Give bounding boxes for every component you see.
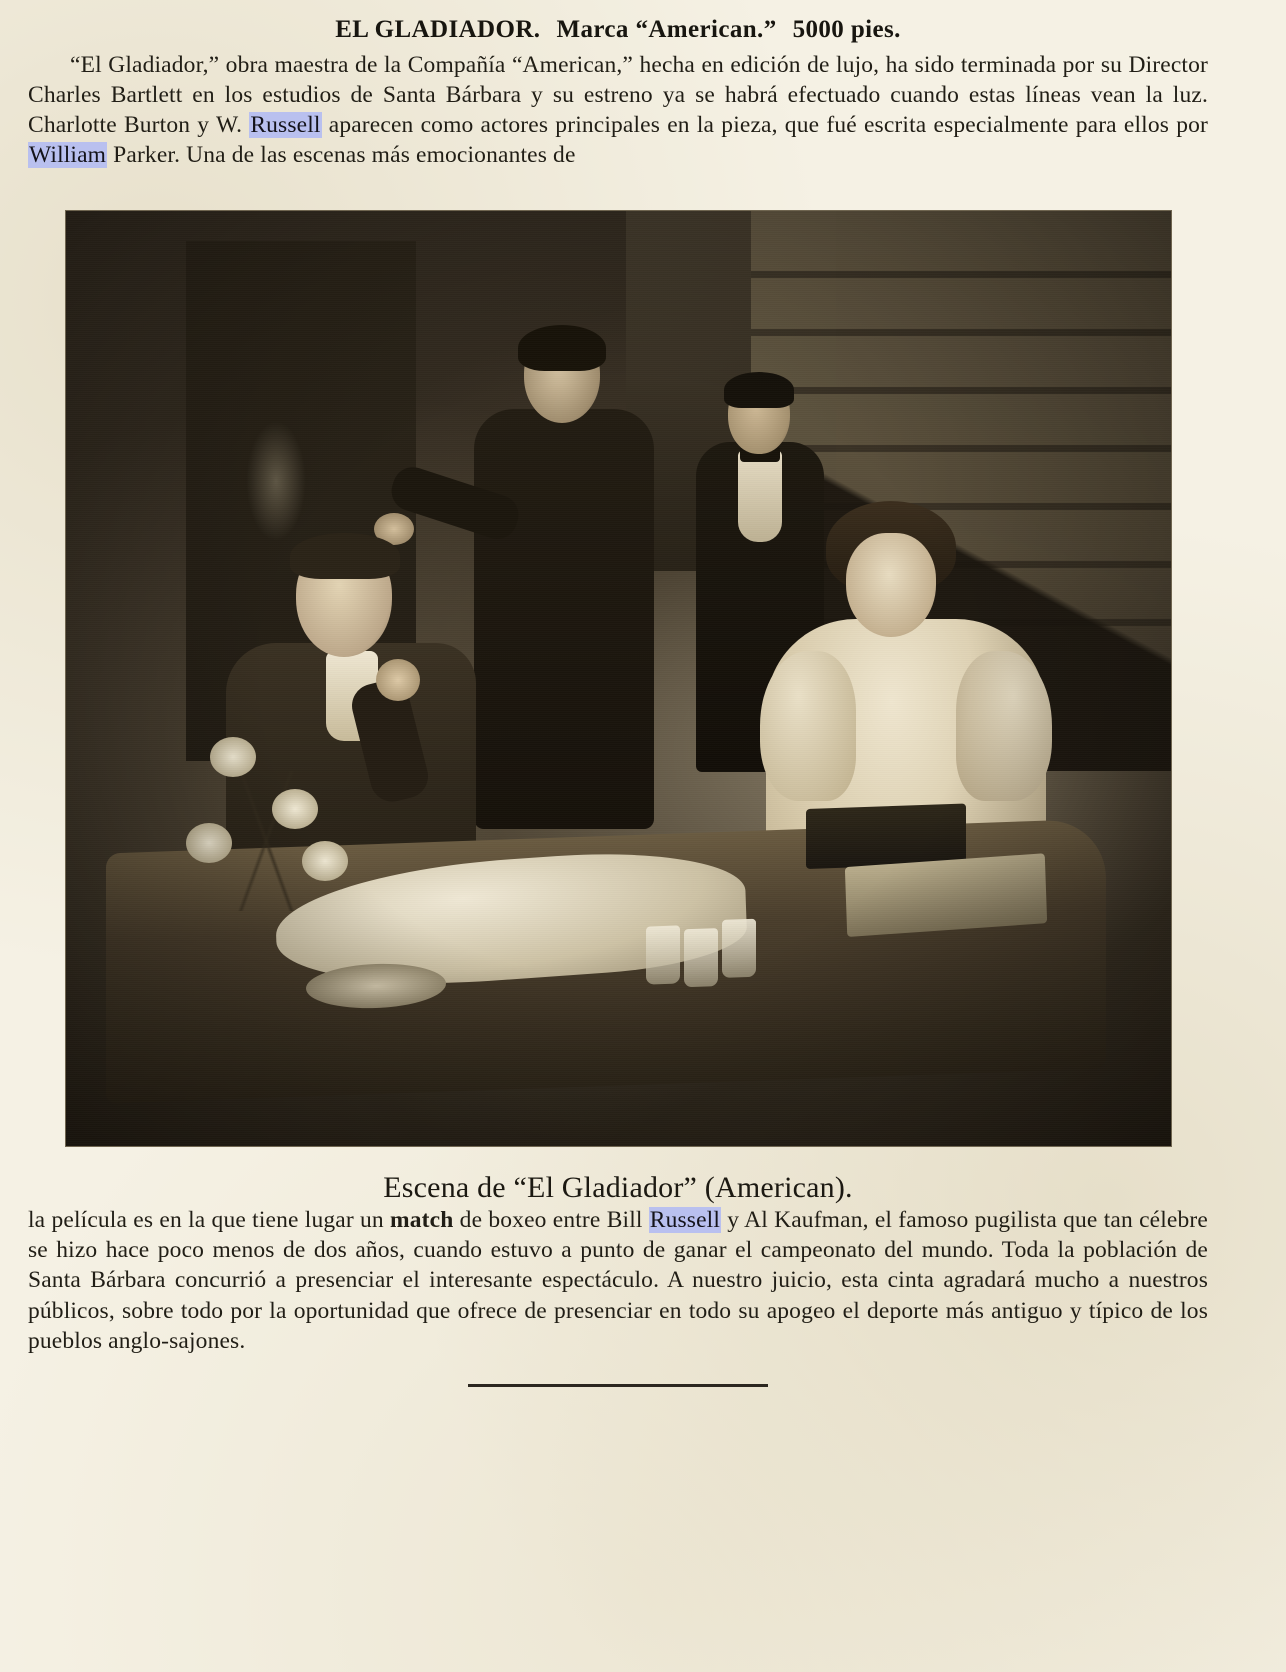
figure-caption: Escena de “El Gladiador” (American). — [383, 1171, 853, 1205]
lower-segment-3: y Al Kaufman, el famoso pugilista que tan célebre se hizo hace poco menos de dos años, cuando estuvo a punto de ganar el campeonato del mundo. Toda la población de Santa Bárbara concurrió a presenciar el interesante espectáculo. A nuestro juicio, esta cinta agradará mucho a nuestros públicos, sobre todo por la oportunidad que ofrece de presenciar en todo su apogeo el deporte más antiguo y típico de los pueblos anglo-sajones. — [28, 1207, 1208, 1354]
highlight-russell-2[interactable]: Russell — [649, 1207, 721, 1234]
headline-title: EL GLADIADOR. — [335, 16, 541, 43]
article-column — [28, 8, 1208, 1387]
flower-vase — [176, 731, 366, 941]
headline-brand: Marca “American.” — [556, 16, 777, 43]
lower-paragraph — [28, 1205, 1208, 1355]
intro-paragraph — [28, 50, 1208, 170]
intro-segment-3: Parker. Una de las escenas más emocionantes de — [107, 142, 576, 169]
shelf-highlight — [246, 421, 306, 541]
intro-segment-2: aparecen como actores principales en la pieza, que fué escrita especialmente para ellos por — [321, 112, 1208, 139]
lower-segment-2: de boxeo entre Bill — [453, 1207, 649, 1234]
scene-figure — [28, 210, 1208, 1205]
lower-segment-1: la película es en la que tiene lugar un — [28, 1207, 391, 1234]
headline-length: 5000 pies. — [792, 16, 901, 43]
page-title — [28, 16, 1208, 44]
bold-match: match — [390, 1207, 454, 1234]
highlight-russell-1[interactable]: Russell — [250, 112, 321, 139]
scene-photograph — [65, 210, 1172, 1147]
highlight-william[interactable]: William — [29, 142, 107, 169]
section-divider — [468, 1384, 768, 1387]
intro-segment-1: “El Gladiador,” obra maestra de la Compañía “American,” hecha en edición de lujo, ha sido terminada por su Director Charles Bartlett en los estudios de Santa Bárbara y su estreno ya se habrá efectuado cuando estas líneas vean la luz. Charlotte Burton y W. — [28, 52, 1208, 139]
